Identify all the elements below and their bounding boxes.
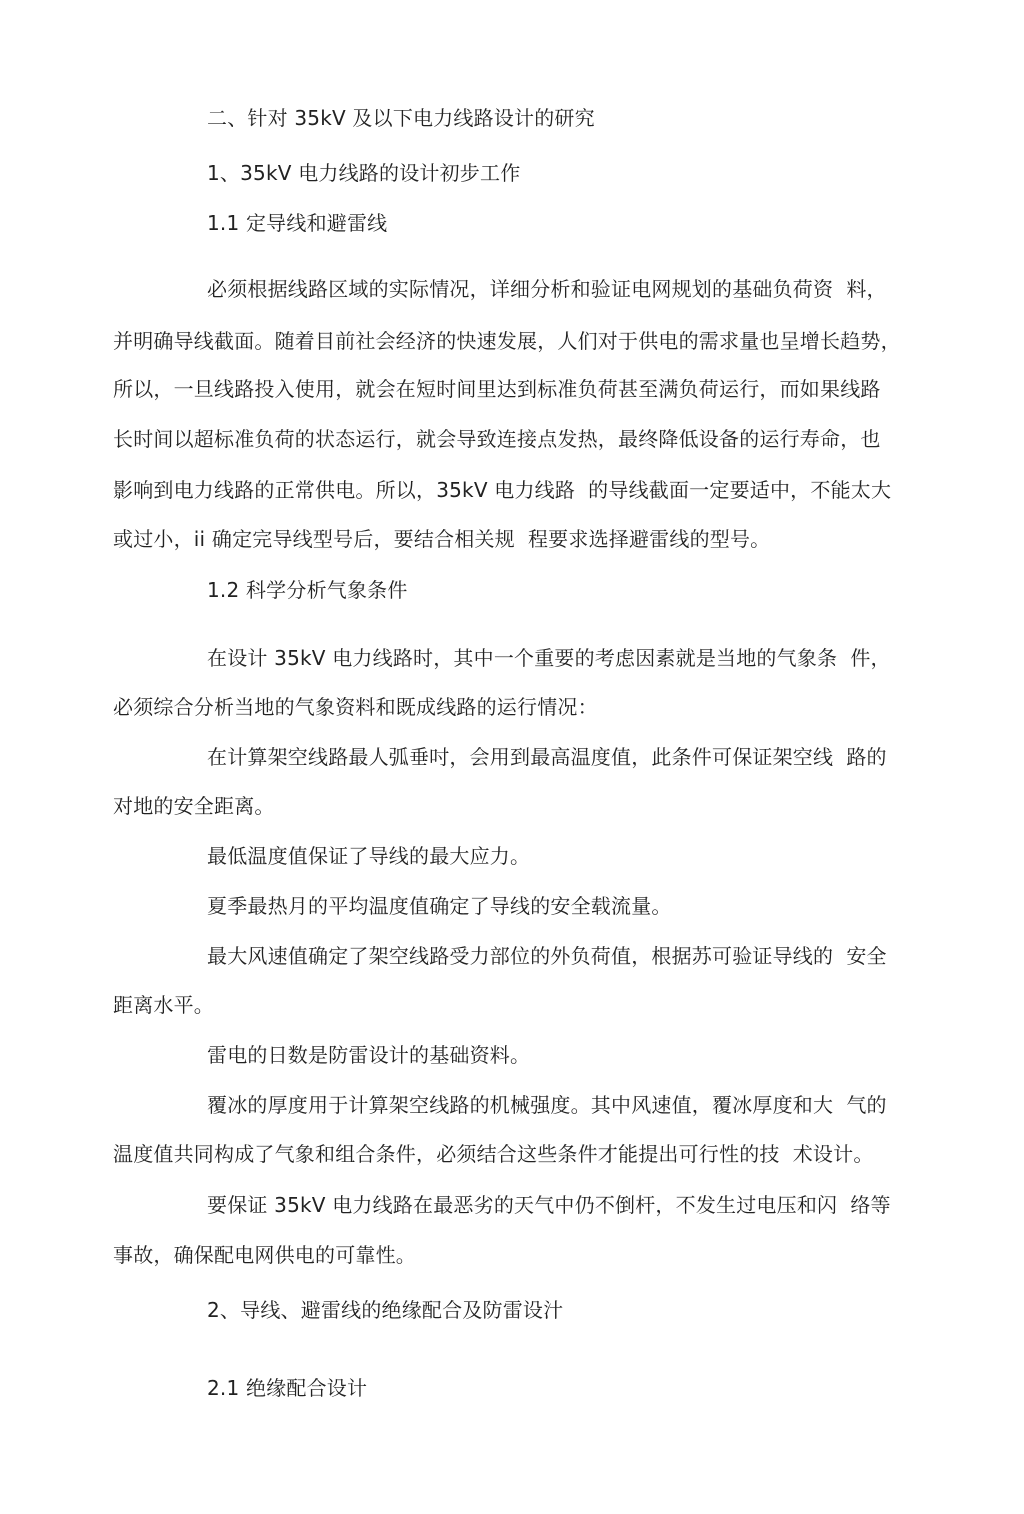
paragraph-8-line-1: 覆冰的厚度用于计算架空线路的机械强度。其中风速值，覆冰厚度和大 气的 [207, 1093, 887, 1117]
paragraph-7: 雷电的日数是防雷设计的基础资料。 [207, 1043, 531, 1067]
section-heading-2: 二、针对 35kV 及以下电力线路设计的研究 [207, 106, 595, 130]
paragraph-1-line-1: 必须根据线路区域的实际情况，详细分析和验证电网规划的基础负荷资 料， [207, 277, 887, 301]
paragraph-1-line-5: 影响到电力线路的正常供电。所以，35kV 电力线路 的导线截面一定要适中，不能太大 [113, 478, 892, 502]
paragraph-1-line-2: 并明确导线截面。随着目前社会经济的快速发展，人们对于供电的需求量也呈增长趋势， [113, 329, 901, 353]
paragraph-2-line-2: 必须综合分析当地的气象资料和既成线路的运行情况： [113, 695, 598, 719]
section-heading-2b: 2、导线、避雷线的绝缘配合及防雷设汁 [207, 1298, 564, 1322]
subsection-heading-1-1: 1.1 定导线和避雷线 [207, 211, 388, 235]
paragraph-1-line-3: 所以，一旦线路投入使用，就会在短时间里达到标准负荷甚至满负荷运行，而如果线路 [113, 377, 881, 401]
paragraph-2-line-1: 在设计 35kV 电力线路时，其中一个重要的考虑因素就是当地的气象条 件， [207, 646, 891, 670]
paragraph-5: 夏季最热月的平均温度值确定了导线的安全载流量。 [207, 894, 672, 918]
paragraph-8-line-2: 温度值共同构成了气象和组合条件，必须结合这些条件才能提出可行性的技 术设计。 [113, 1142, 874, 1166]
paragraph-3-line-2: 对地的安全距离。 [113, 794, 275, 818]
paragraph-6-line-2: 距离水平。 [113, 993, 214, 1017]
subsection-heading-2-1: 2.1 绝缘配合设计 [207, 1376, 368, 1400]
paragraph-6-line-1: 最大风速值确定了架空线路受力部位的外负荷值，根据苏可验证导线的 安全 [207, 944, 887, 968]
paragraph-9-line-1: 要保证 35kV 电力线路在最恶劣的天气中仍不倒杆，不发生过电压和闪 络等 [207, 1193, 891, 1217]
paragraph-1-line-6: 或过小，ii 确定完导线型号后，要结合相关规 程要求选择避雷线的型号。 [113, 527, 771, 551]
paragraph-4: 最低温度值保证了导线的最大应力。 [207, 844, 531, 868]
subsection-heading-1-2: 1.2 科学分析气象条件 [207, 578, 408, 602]
paragraph-9-line-2: 事故，确保配电网供电的可靠性。 [113, 1243, 416, 1267]
subsection-heading-1: 1、35kV 电力线路的设计初步工作 [207, 161, 521, 185]
paragraph-1-line-4: 长时间以超标准负荷的状态运行，就会导致连接点发热，最终降低设备的运行寿命，也 [113, 427, 881, 451]
paragraph-3-line-1: 在计算架空线路最人弧垂吋，会用到最高温度值，此条件可保证架空线 路的 [207, 745, 887, 769]
